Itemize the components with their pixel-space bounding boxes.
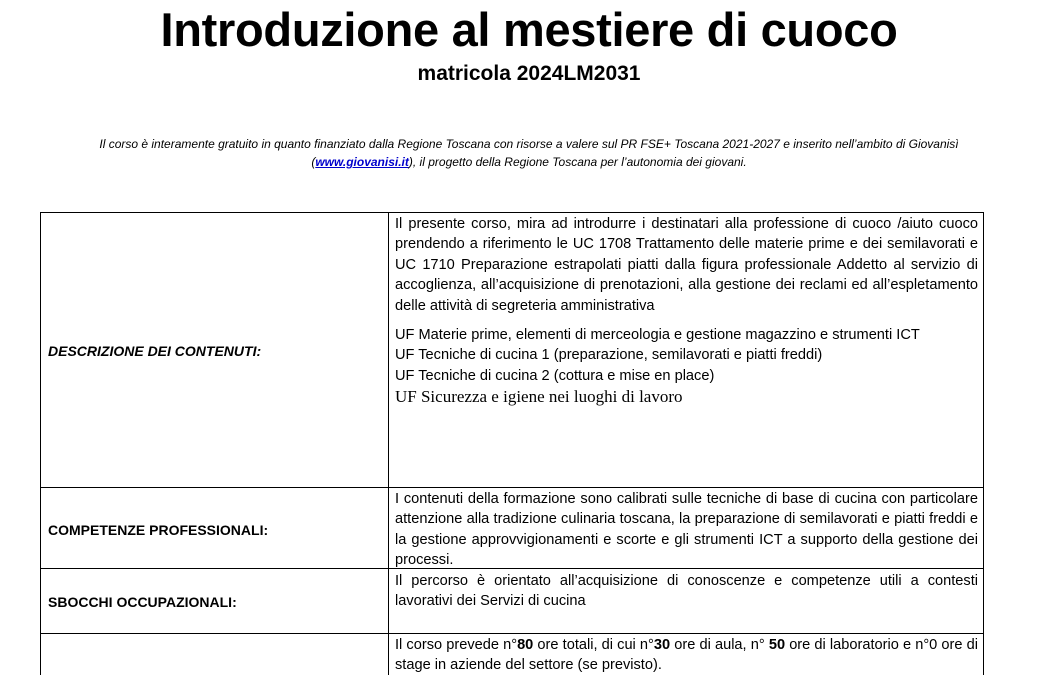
row-content-durata bbox=[395, 635, 978, 676]
table-border-left bbox=[40, 212, 41, 675]
funding-text-before: Il corso è interamente gratuito in quanto finanziato dalla Regione Toscana con risorse a valere sul PR FSE+ Toscana 2021-2027 e inserito nell’ambito di Giovanisì ( bbox=[99, 137, 959, 169]
contenuti-description: Il presente corso, mira ad introdurre i destinatari alla professione di cuoco /aiuto cuoco prendendo a riferimento le UC 1708 Trattamento delle materie prime e dei semilavorati e UC 1710 Preparazione estrapolati piatti dalla figura professionale Addetto al servizio di accoglienza, all’acquisizione di prenotazioni, alla gestione dei reclami ed all’espletamento delle attività di segreteria amministrativa bbox=[395, 216, 978, 314]
table-border-right bbox=[983, 212, 984, 675]
durata-text bbox=[395, 635, 978, 676]
uf-item: UF Materie prime, elementi di merceologia e gestione magazzino e strumenti ICT bbox=[395, 327, 920, 344]
table-border-top bbox=[40, 212, 984, 213]
uf-list bbox=[395, 325, 978, 408]
row-content-competenze bbox=[395, 489, 978, 571]
table-divider bbox=[40, 633, 984, 634]
course-code: matricola 2024LM2031 bbox=[417, 62, 641, 85]
uf-item: UF Tecniche di cucina 1 (preparazione, semilavorati e piatti freddi) bbox=[395, 347, 823, 364]
durata-text-part: ore totali, di cui n° bbox=[533, 637, 654, 653]
sbocchi-text: Il percorso è orientato all’acquisizione di conoscenze e competenze utili a contesti lavorativi dei Servizi di cucina bbox=[395, 573, 978, 610]
uf-item: UF Sicurezza e igiene nei luoghi di lavoro bbox=[395, 387, 683, 407]
row-content-contenuti bbox=[395, 214, 978, 408]
durata-text-part: ore di aula, n° bbox=[670, 637, 769, 653]
durata-text-part: Il corso prevede n° bbox=[395, 637, 518, 653]
ore-aula-value: 30 bbox=[653, 637, 671, 653]
row-label-contenuti: DESCRIZIONE DEI CONTENUTI: bbox=[48, 343, 262, 359]
row-label-sbocchi: SBOCCHI OCCUPAZIONALI: bbox=[48, 594, 237, 610]
giovanisi-link[interactable]: www.giovanisi.it bbox=[315, 155, 409, 169]
funding-text-after: ), il progetto della Regione Toscana per l’autonomia dei giovani. bbox=[408, 155, 747, 169]
uf-item: UF Tecniche di cucina 2 (cottura e mise en place) bbox=[395, 367, 715, 384]
durata-text-part: ore di laboratorio e n°0 ore di stage in aziende del settore (se previsto). bbox=[395, 637, 979, 674]
ore-laboratorio-value: 50 bbox=[768, 637, 786, 653]
row-label-competenze: COMPETENZE PROFESSIONALI: bbox=[48, 522, 269, 538]
row-content-sbocchi bbox=[395, 571, 978, 612]
table-column-divider bbox=[388, 212, 389, 675]
page-title: Introduzione al mestiere di cuoco bbox=[160, 3, 898, 56]
competenze-text: I contenuti della formazione sono calibrati sulle tecniche di base di cucina con particolare attenzione alla tradizione culinaria toscana, la preparazione di semilavorati e piatti freddi e la gestione approvvigionamenti e scorte e gli strumenti ICT a supporto della gestione dei processi. bbox=[395, 491, 978, 569]
ore-totali-value: 80 bbox=[517, 637, 534, 653]
table-divider bbox=[40, 487, 984, 488]
